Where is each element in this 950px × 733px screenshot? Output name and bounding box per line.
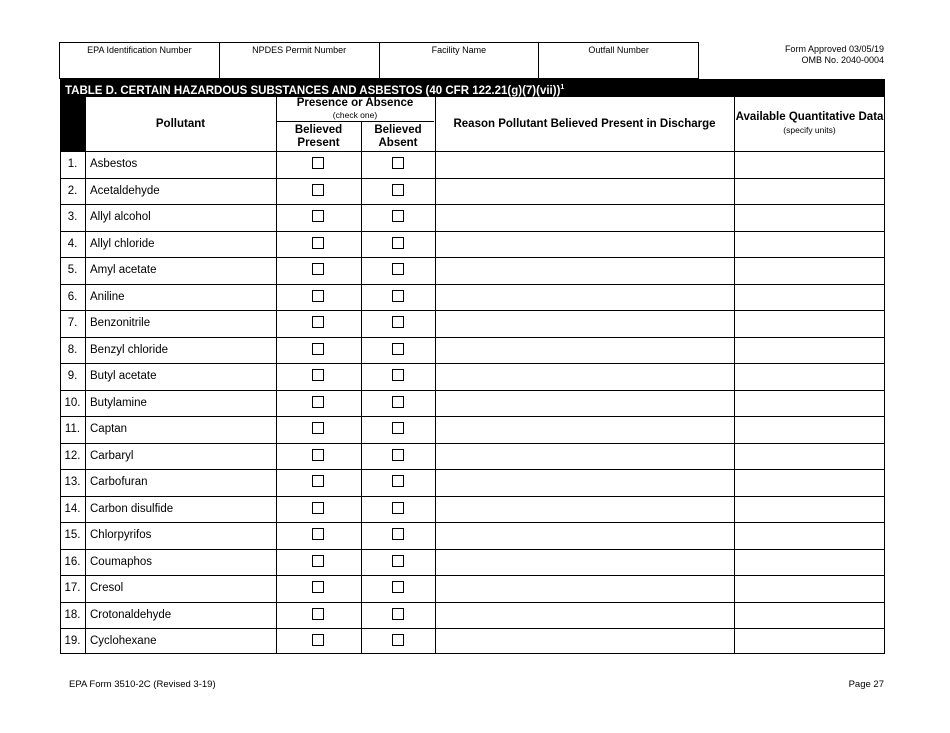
believed-present-checkbox[interactable]	[312, 555, 324, 567]
table-row	[60, 390, 885, 416]
table-row	[60, 178, 885, 204]
believed-absent-checkbox[interactable]	[392, 369, 404, 381]
pollutant-name: Butyl acetate	[90, 370, 157, 382]
quantitative-data-field[interactable]	[735, 257, 885, 283]
table-title	[60, 79, 885, 97]
reason-field[interactable]	[436, 602, 734, 628]
believed-present-checkbox[interactable]	[312, 157, 324, 169]
quantitative-header-sub: (specify units)	[783, 125, 836, 135]
believed-present-checkbox[interactable]	[312, 343, 324, 355]
pollutant-name: Amyl acetate	[90, 264, 157, 276]
believed-present-checkbox[interactable]	[312, 290, 324, 302]
believed-absent-checkbox[interactable]	[392, 316, 404, 328]
reason-field[interactable]	[436, 151, 734, 177]
table-row	[60, 443, 885, 469]
pollutant-name: Aniline	[90, 290, 125, 303]
reason-field[interactable]	[436, 337, 734, 363]
reason-field[interactable]	[436, 549, 734, 575]
pollutant-name: Chlorpyrifos	[90, 529, 152, 541]
table-row	[60, 310, 885, 336]
table-row	[60, 549, 885, 575]
row-number: 6.	[67, 290, 78, 303]
believed-present-header	[276, 122, 361, 151]
pollutant-name: Crotonaldehyde	[90, 608, 172, 621]
row-number-header	[60, 97, 85, 151]
quantitative-data-field[interactable]	[735, 204, 885, 230]
believed-present-checkbox[interactable]	[312, 422, 324, 434]
row-number: 18.	[64, 608, 81, 621]
believed-absent-checkbox[interactable]	[392, 263, 404, 275]
believed-present-checkbox[interactable]	[312, 449, 324, 461]
quantitative-data-field[interactable]	[735, 522, 885, 548]
pollutant-name: Acetaldehyde	[90, 184, 160, 197]
quantitative-data-field[interactable]	[735, 469, 885, 495]
believed-absent-checkbox[interactable]	[392, 555, 404, 567]
quantitative-column-header	[734, 97, 885, 151]
table-row	[60, 602, 885, 628]
table-row	[60, 337, 885, 363]
quantitative-data-field[interactable]	[735, 178, 885, 204]
epa-id-field[interactable]: EPA Identification Number	[60, 43, 220, 78]
believed-absent-checkbox[interactable]	[392, 237, 404, 249]
believed-absent-checkbox[interactable]	[392, 581, 404, 593]
quantitative-data-field[interactable]	[735, 310, 885, 336]
quantitative-data-field[interactable]	[735, 549, 885, 575]
pollutant-column-header	[85, 97, 276, 151]
believed-present-checkbox[interactable]	[312, 210, 324, 222]
row-number: 4.	[67, 237, 78, 250]
reason-field[interactable]	[436, 231, 734, 257]
pollutant-name: Coumaphos	[90, 555, 153, 568]
table-row	[60, 204, 885, 230]
believed-absent-checkbox[interactable]	[392, 422, 404, 434]
table-row	[60, 363, 885, 389]
table-row	[60, 257, 885, 283]
believed-present-checkbox[interactable]	[312, 396, 324, 408]
quantitative-data-field[interactable]	[735, 575, 885, 601]
table-row	[60, 231, 885, 257]
pollutant-name: Allyl chloride	[90, 237, 155, 250]
pollutant-name: Benzyl chloride	[90, 343, 168, 356]
pollutant-name: Carbaryl	[90, 449, 134, 462]
believed-present-line2: Present	[297, 137, 340, 149]
quantitative-data-field[interactable]	[735, 151, 885, 177]
row-number: 1.	[67, 158, 78, 170]
reason-field[interactable]	[436, 257, 734, 283]
believed-absent-checkbox[interactable]	[392, 528, 404, 540]
identification-header	[59, 42, 699, 79]
title-footnote: 1	[560, 84, 565, 91]
quantitative-data-field[interactable]	[735, 231, 885, 257]
pollutant-name: Cresol	[90, 582, 124, 594]
reason-field[interactable]	[436, 628, 734, 654]
omb-number: OMB No. 2040-0004	[801, 55, 884, 65]
pollutant-name: Carbofuran	[90, 476, 148, 488]
pollutant-name: Asbestos	[90, 158, 138, 170]
believed-present-checkbox[interactable]	[312, 581, 324, 593]
believed-present-checkbox[interactable]	[312, 634, 324, 646]
form-approval-info	[785, 44, 884, 66]
pollutant-name: Carbon disulfide	[90, 502, 174, 515]
row-number: 11.	[64, 423, 81, 435]
table-row	[60, 416, 885, 442]
pollutant-name: Allyl alcohol	[90, 211, 151, 223]
row-number: 15.	[64, 529, 81, 541]
row-number: 17.	[64, 582, 81, 594]
reason-field[interactable]	[436, 363, 734, 389]
row-number: 12.	[64, 449, 81, 462]
reason-header-label: Reason Pollutant Believed Present in Discharge	[453, 118, 716, 130]
row-number: 19.	[64, 635, 81, 647]
quantitative-data-field[interactable]	[735, 496, 885, 522]
outfall-number-field[interactable]: Outfall Number	[588, 45, 649, 55]
row-number: 16.	[64, 555, 81, 568]
pollutant-header-label: Pollutant	[155, 118, 206, 130]
believed-present-checkbox[interactable]	[312, 608, 324, 620]
believed-absent-checkbox[interactable]	[392, 343, 404, 355]
row-number: 3.	[67, 211, 78, 223]
reason-field[interactable]	[436, 416, 734, 442]
reason-field[interactable]	[436, 469, 734, 495]
believed-absent-checkbox[interactable]	[392, 290, 404, 302]
believed-present-checkbox[interactable]	[312, 502, 324, 514]
pollutant-name: Butylamine	[90, 396, 147, 409]
row-number: 7.	[67, 317, 78, 329]
presence-absence-subtitle: (check one)	[332, 110, 378, 120]
table-row	[60, 469, 885, 495]
believed-absent-checkbox[interactable]	[392, 449, 404, 461]
facility-name-field[interactable]: Facility Name	[380, 43, 540, 78]
table-row	[60, 284, 885, 310]
believed-absent-checkbox[interactable]	[392, 210, 404, 222]
form-approved-date: Form Approved 03/05/19	[784, 44, 884, 54]
reason-field[interactable]	[436, 575, 734, 601]
believed-absent-checkbox[interactable]	[392, 475, 404, 487]
believed-absent-checkbox[interactable]	[392, 608, 404, 620]
believed-present-checkbox[interactable]	[312, 263, 324, 275]
believed-present-checkbox[interactable]	[312, 528, 324, 540]
pollutant-name: Captan	[90, 423, 128, 435]
row-number: 10.	[64, 396, 81, 409]
npdes-permit-field[interactable]: NPDES Permit Number	[220, 43, 380, 78]
reason-field[interactable]	[436, 284, 734, 310]
row-number: 8.	[67, 343, 78, 356]
table-row	[60, 628, 885, 654]
row-number: 9.	[67, 370, 78, 382]
reason-field[interactable]	[436, 522, 734, 548]
believed-absent-line1: Believed	[374, 124, 422, 136]
believed-present-line1: Believed	[294, 124, 343, 136]
believed-present-checkbox[interactable]	[312, 475, 324, 487]
reason-field[interactable]	[436, 443, 734, 469]
table-row	[60, 496, 885, 522]
believed-absent-line2: Absent	[378, 137, 418, 149]
believed-absent-header	[361, 122, 435, 151]
row-number: 5.	[67, 264, 78, 276]
quantitative-data-field[interactable]	[735, 337, 885, 363]
table-row	[60, 575, 885, 601]
quantitative-data-field[interactable]	[735, 602, 885, 628]
believed-present-checkbox[interactable]	[312, 369, 324, 381]
believed-present-checkbox[interactable]	[312, 184, 324, 196]
believed-present-checkbox[interactable]	[312, 316, 324, 328]
believed-absent-checkbox[interactable]	[392, 502, 404, 514]
quantitative-data-field[interactable]	[735, 284, 885, 310]
table-row	[60, 522, 885, 548]
table-row	[60, 151, 885, 177]
quantitative-data-field[interactable]	[735, 363, 885, 389]
reason-field[interactable]	[436, 390, 734, 416]
pollutant-name: Benzonitrile	[90, 317, 151, 329]
believed-absent-checkbox[interactable]	[392, 396, 404, 408]
pollutant-name: Cyclohexane	[90, 635, 157, 647]
grid-line	[85, 97, 86, 151]
form-id: EPA Form 3510-2C (Revised 3-19)	[69, 679, 216, 690]
reason-field[interactable]	[436, 496, 734, 522]
reason-column-header	[435, 97, 734, 151]
quantitative-data-field[interactable]	[735, 416, 885, 442]
row-number: 2.	[67, 184, 78, 197]
table-title-text: TABLE D. CERTAIN HAZARDOUS SUBSTANCES AND ASBESTOS (40 CFR 122.21(g)(7)(vii))	[65, 84, 561, 97]
quantitative-header-label: Available Quantitative Data	[735, 111, 884, 123]
quantitative-data-field[interactable]	[735, 443, 885, 469]
quantitative-data-field[interactable]	[735, 628, 885, 654]
presence-absence-title: Presence or Absence	[296, 97, 414, 109]
believed-absent-checkbox[interactable]	[392, 634, 404, 646]
believed-present-checkbox[interactable]	[312, 237, 324, 249]
row-number: 14.	[64, 502, 81, 515]
reason-field[interactable]	[436, 178, 734, 204]
presence-absence-header	[276, 97, 434, 122]
row-number: 13.	[64, 476, 81, 488]
reason-field[interactable]	[436, 204, 734, 230]
reason-field[interactable]	[436, 310, 734, 336]
quantitative-data-field[interactable]	[735, 390, 885, 416]
page-number: Page 27	[848, 679, 884, 690]
believed-absent-checkbox[interactable]	[392, 184, 404, 196]
believed-absent-checkbox[interactable]	[392, 157, 404, 169]
